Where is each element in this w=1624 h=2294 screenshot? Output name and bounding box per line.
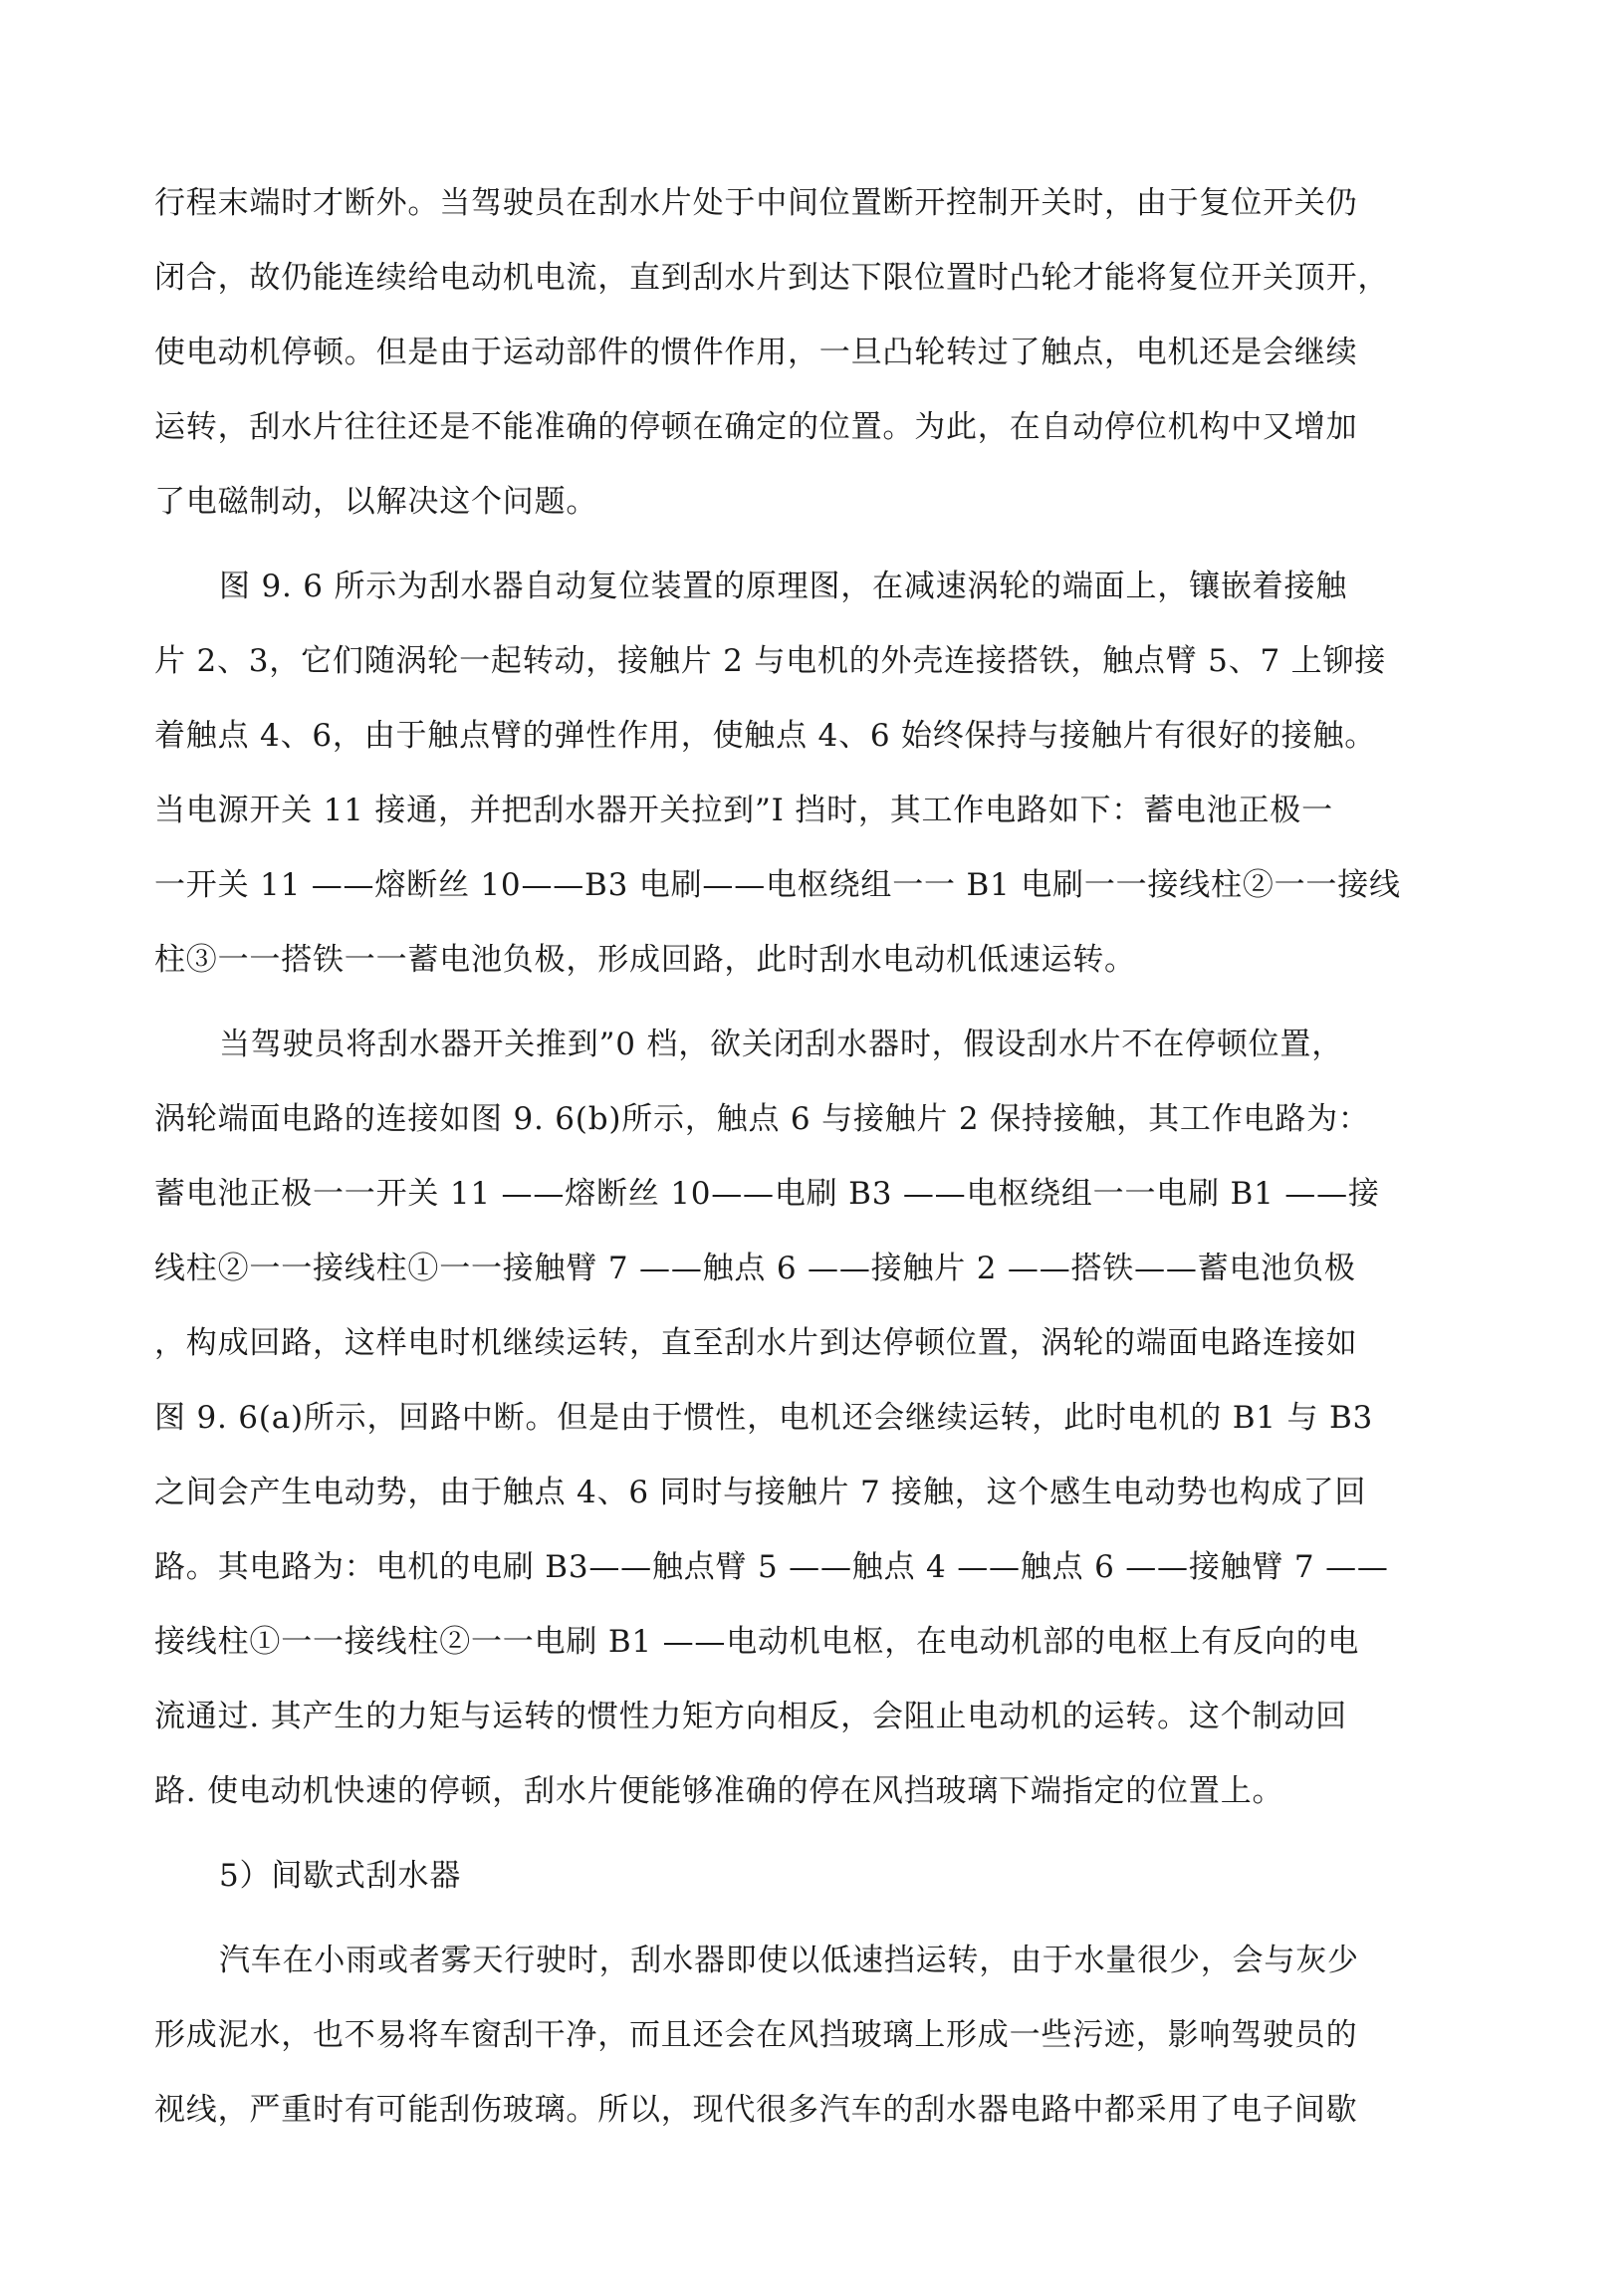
text-line: 接线柱①一一接线柱②一一电刷 B1 ——电动机电枢，在电动机部的电枢上有反向的电 bbox=[154, 1624, 1360, 1660]
text-line: 之间会产生电动势，由于触点 4、6 同时与接触片 7 接触，这个感生电动势也构成了回 bbox=[154, 1475, 1367, 1510]
text-line: 了电磁制动，以解决这个问题。 bbox=[154, 484, 598, 520]
text-line: 视线，严重时有可能刮伤玻璃。所以，现代很多汽车的刮水器电路中都采用了电子间歇 bbox=[154, 2092, 1358, 2128]
text-line: 使电动机停顿。但是由于运动部件的惯件作用，一旦凸轮转过了触点，电机还是会继续 bbox=[154, 335, 1358, 370]
text-line: 运转，刮水片往往还是不能准确的停顿在确定的位置。为此，在自动停位机构中又增加 bbox=[154, 409, 1358, 445]
paragraph-first-line: 当驾驶员将刮水器开关推到”0 档，欲关闭刮水器时，假设刮水片不在停顿位置， bbox=[219, 1027, 1344, 1062]
section-heading: 5）间歇式刮水器 bbox=[219, 1858, 462, 1894]
text-line: 路。其电路为：电机的电刷 B3——触点臂 5 ——触点 4 ——触点 6 ——接触臂 7 —— bbox=[154, 1549, 1389, 1585]
text-line: 形成泥水，也不易将车窗刮干净，而且还会在风挡玻璃上形成一些污迹，影响驾驶员的 bbox=[154, 2017, 1358, 2053]
text-line: 行程末端时才断外。当驾驶员在刮水片处于中间位置断开控制开关时，由于复位开关仍 bbox=[154, 185, 1358, 221]
text-line: 线柱②一一接线柱①一一接触臂 7 ——触点 6 ——接触片 2 ——搭铁——蓄电池负极 bbox=[154, 1251, 1356, 1286]
text-line: 一开关 11 ——熔断丝 10——B3 电刷——电枢绕组一一 B1 电刷一一接线柱②一一接线 bbox=[154, 867, 1401, 903]
text-line: 当电源开关 11 接通，并把刮水器开关拉到”I 挡时，其工作电路如下：蓄电池正极一 bbox=[154, 793, 1333, 828]
text-line: 着触点 4、6，由于触点臂的弹性作用，使触点 4、6 始终保持与接触片有很好的接触。 bbox=[154, 718, 1377, 754]
text-line: 柱③一一搭铁一一蓄电池负极，形成回路，此时刮水电动机低速运转。 bbox=[154, 942, 1136, 978]
text-line: 涡轮端面电路的连接如图 9. 6(b)所示，触点 6 与接触片 2 保持接触，其工作电路为： bbox=[154, 1101, 1370, 1137]
text-line: 路. 使电动机快速的停顿，刮水片便能够准确的停在风挡玻璃下端指定的位置上。 bbox=[154, 1773, 1284, 1809]
paragraph-first-line: 汽车在小雨或者雾天行驶时，刮水器即使以低速挡运转，由于水量很少，会与灰少 bbox=[219, 1943, 1359, 1978]
text-line: 闭合，故仍能连续给电动机电流，直到刮水片到达下限位置时凸轮才能将复位开关顶开， bbox=[154, 260, 1390, 296]
text-line: 蓄电池正极一一开关 11 ——熔断丝 10——电刷 B3 ——电枢绕组一一电刷 B1 ——接 bbox=[154, 1176, 1380, 1212]
text-line: 图 9. 6(a)所示，回路中断。但是由于惯性，电机还会继续运转，此时电机的 B1 与 B3 bbox=[154, 1400, 1374, 1436]
text-line: 片 2、3，它们随涡轮一起转动，接触片 2 与电机的外壳连接搭铁，触点臂 5、7 上铆接 bbox=[154, 643, 1387, 679]
text-line: 流通过. 其产生的力矩与运转的惯性力矩方向相反，会阻止电动机的运转。这个制动回 bbox=[154, 1699, 1347, 1734]
paragraph-first-line: 图 9. 6 所示为刮水器自动复位装置的原理图，在减速涡轮的端面上，镶嵌着接触 bbox=[219, 569, 1348, 604]
text-line: ，构成回路，这样电时机继续运转，直至刮水片到达停顿位置，涡轮的端面电路连接如 bbox=[154, 1325, 1358, 1361]
